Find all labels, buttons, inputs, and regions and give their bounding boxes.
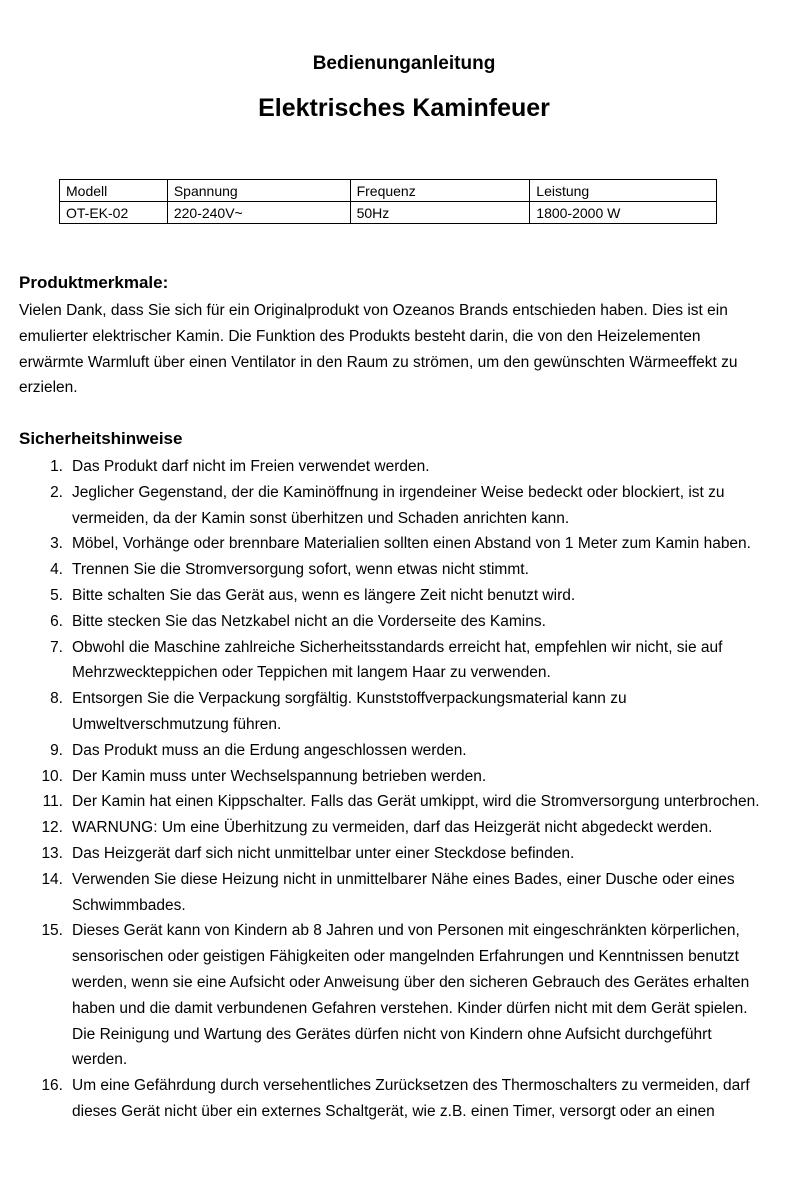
- features-heading: Produktmerkmale:: [19, 273, 169, 292]
- safety-item: [0, 738, 800, 764]
- safety-item: [0, 789, 800, 815]
- safety-item-line: Umweltverschmutzung führen.: [72, 715, 282, 733]
- safety-item-line: haben und die damit verbundenen Gefahren verstehen. Kinder dürfen nicht mit dem Gerät spielen.: [72, 999, 748, 1017]
- safety-item-line: Das Produkt muss an die Erdung angeschlossen werden.: [72, 741, 467, 759]
- safety-item-number: 13.: [41, 844, 63, 862]
- safety-item-line: Bitte stecken Sie das Netzkabel nicht an die Vorderseite des Kamins.: [72, 612, 546, 630]
- safety-item-line: werden, wenn sie eine Aufsicht oder Anweisung über den sicheren Gebrauch des Gerätes erhalten: [72, 973, 750, 991]
- safety-item-line: Das Produkt darf nicht im Freien verwendet werden.: [72, 458, 430, 475]
- safety-item: [0, 609, 800, 635]
- safety-item-line: Schwimmbades.: [72, 896, 186, 914]
- safety-item-line: Verwenden Sie diese Heizung nicht in unmittelbarer Nähe eines Bades, einer Dusche oder eines: [72, 870, 735, 888]
- spec-value-cell: 220-240V~: [167, 202, 350, 224]
- features-line: Vielen Dank, dass Sie sich für ein Originalprodukt von Ozeanos Brands entschieden haben. Dies ist ein: [19, 302, 728, 319]
- safety-item-number: 11.: [42, 793, 63, 811]
- safety-item-line: Jeglicher Gegenstand, der die Kaminöffnung in irgendeiner Weise bedeckt oder blockiert, ist zu: [72, 483, 725, 501]
- safety-item-line: Möbel, Vorhänge oder brennbare Materialien sollten einen Abstand von 1 Meter zum Kamin haben.: [72, 535, 751, 553]
- safety-item: [0, 867, 800, 919]
- spec-table: [59, 179, 717, 224]
- safety-item-number: 14.: [41, 870, 63, 888]
- safety-item-number: 16.: [41, 1077, 63, 1095]
- safety-item-line: sensorischen oder geistigen Fähigkeiten oder mangelnden Erfahrungen und Kenntnissen benutzt: [72, 948, 739, 966]
- safety-item: [0, 918, 800, 1073]
- safety-item-number: 3.: [50, 535, 63, 553]
- document-subtitle: Bedienunganleitung: [312, 53, 496, 74]
- safety-item-line: Trennen Sie die Stromversorgung sofort, wenn etwas nicht stimmt.: [72, 561, 529, 579]
- spec-header-cell: Modell: [60, 180, 168, 202]
- safety-item: [0, 480, 800, 532]
- safety-item-line: Das Heizgerät darf sich nicht unmittelbar unter einer Steckdose befinden.: [72, 844, 575, 862]
- safety-item: [0, 635, 800, 687]
- features-line: emulierter elektrischer Kamin. Die Funktion des Produkts besteht darin, die von den Heizelementen: [19, 327, 701, 345]
- safety-item-line: Obwohl die Maschine zahlreiche Sicherheitsstandards erreicht hat, empfehlen wir nicht, sie auf: [72, 638, 723, 656]
- safety-item-line: WARNUNG: Um eine Überhitzung zu vermeiden, darf das Heizgerät nicht abgedeckt werden.: [72, 819, 713, 837]
- safety-item-line: Dieses Gerät kann von Kindern ab 8 Jahren und von Personen mit eingeschränkten körperlichen,: [72, 922, 740, 940]
- safety-item: [0, 557, 800, 583]
- safety-item-line: Der Kamin hat einen Kippschalter. Falls das Gerät umkippt, wird die Stromversorgung unterbrochen.: [72, 793, 760, 811]
- spec-value-cell: 50Hz: [350, 202, 530, 224]
- safety-item-number: 1.: [50, 458, 63, 475]
- safety-item-number: 7.: [50, 638, 63, 656]
- safety-item: [0, 815, 800, 841]
- safety-item: [0, 454, 800, 480]
- safety-item: [0, 841, 800, 867]
- safety-list: [0, 454, 800, 1125]
- document-title: Elektrisches Kaminfeuer: [258, 94, 550, 122]
- safety-item-line: Mehrzweckteppichen oder Teppichen mit langem Haar zu verwenden.: [72, 664, 551, 682]
- spec-header-cell: Frequenz: [350, 180, 530, 202]
- safety-item-line: werden.: [72, 1051, 128, 1069]
- features-line: erwärmte Warmluft über einen Ventilator in den Raum zu strömen, um den gewünschten Wärmeeffekt zu: [19, 353, 738, 371]
- safety-item-number: 2.: [50, 483, 63, 501]
- safety-item-number: 10.: [41, 767, 63, 785]
- spec-table-header-row: [60, 180, 717, 202]
- safety-item-number: 4.: [50, 561, 63, 579]
- safety-heading: Sicherheitshinweise: [19, 429, 183, 448]
- features-paragraph: [19, 298, 799, 401]
- safety-item-line: dieses Gerät nicht über ein externes Schaltgerät, wie z.B. einen Timer, versorgt oder an einen: [72, 1102, 715, 1120]
- safety-item-number: 5.: [50, 586, 63, 604]
- safety-item: [0, 764, 800, 790]
- safety-item-line: Um eine Gefährdung durch versehentliches Zurücksetzen des Thermoschalters zu vermeiden, darf: [72, 1077, 750, 1095]
- features-line: erzielen.: [19, 379, 78, 397]
- safety-item-number: 15.: [41, 922, 63, 940]
- safety-item: [0, 531, 800, 557]
- safety-item-number: 6.: [50, 612, 63, 630]
- safety-item-number: 9.: [50, 741, 63, 759]
- safety-item-line: Bitte schalten Sie das Gerät aus, wenn es längere Zeit nicht benutzt wird.: [72, 586, 576, 604]
- safety-item-line: vermeiden, da der Kamin sonst überhitzen und Schaden anrichten kann.: [72, 509, 570, 527]
- safety-item: [0, 686, 800, 738]
- safety-item: [0, 1073, 800, 1125]
- safety-item: [0, 583, 800, 609]
- safety-item-line: Die Reinigung und Wartung des Gerätes dürfen nicht von Kindern ohne Aufsicht durchgeführt: [72, 1025, 712, 1043]
- safety-item-number: 8.: [50, 690, 63, 708]
- spec-header-cell: Spannung: [167, 180, 350, 202]
- safety-item-number: 12.: [41, 819, 63, 837]
- spec-value-cell: 1800-2000 W: [530, 202, 717, 224]
- spec-table-value-row: [60, 202, 717, 224]
- safety-item-line: Entsorgen Sie die Verpackung sorgfältig. Kunststoffverpackungsmaterial kann zu: [72, 690, 627, 708]
- spec-value-cell: OT-EK-02: [60, 202, 168, 224]
- spec-header-cell: Leistung: [530, 180, 717, 202]
- safety-item-line: Der Kamin muss unter Wechselspannung betrieben werden.: [72, 767, 487, 785]
